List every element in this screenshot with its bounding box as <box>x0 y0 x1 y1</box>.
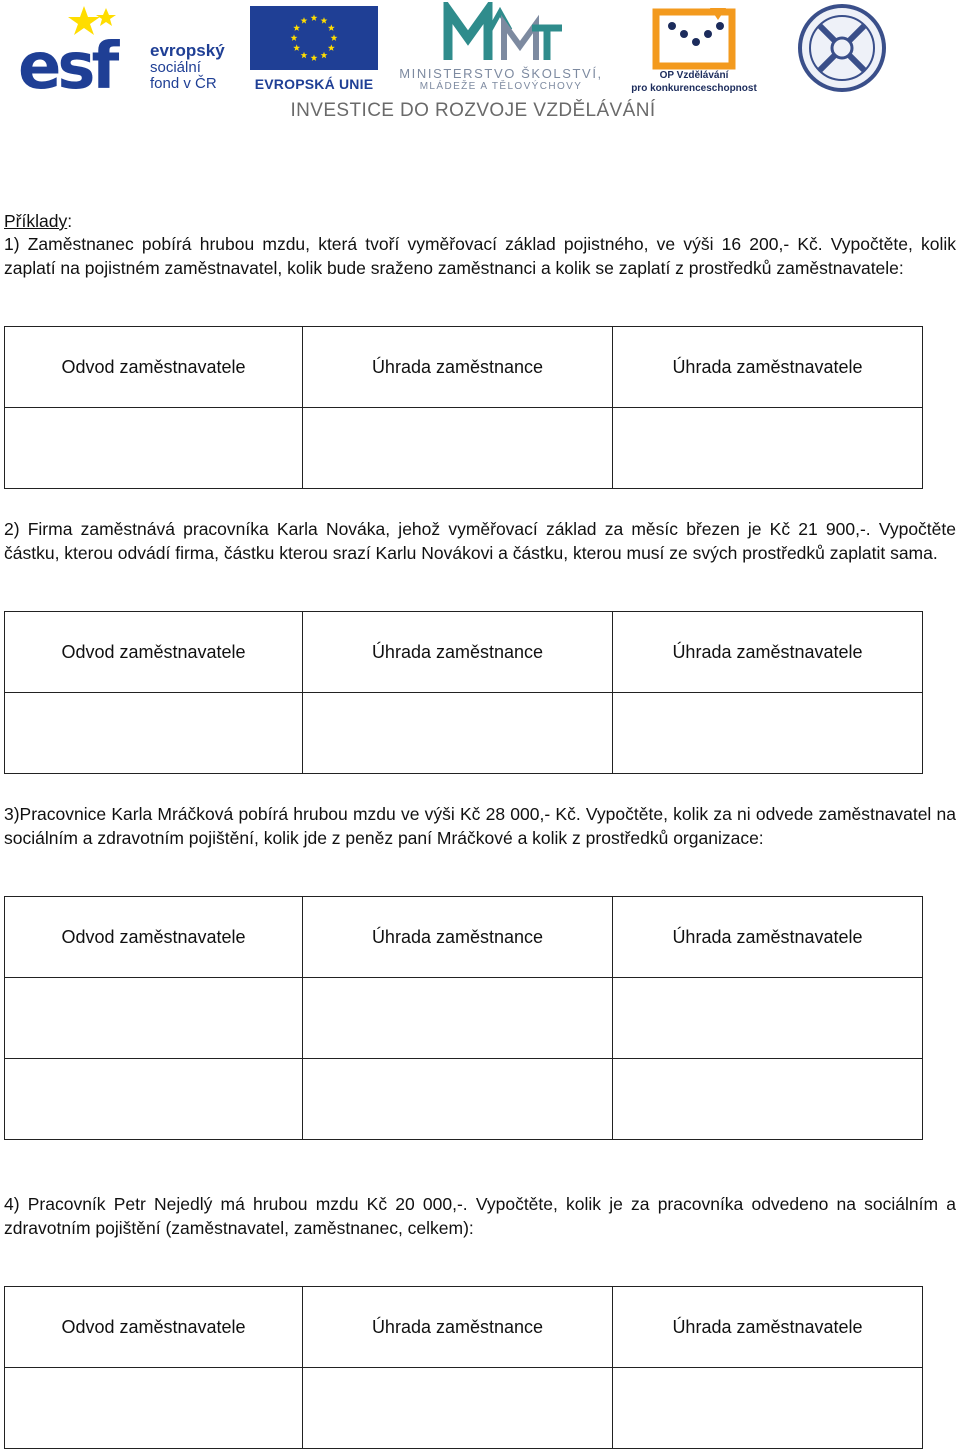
eu-star-icon <box>311 14 318 21</box>
exercise-3-table <box>4 896 923 1140</box>
eu-star-icon <box>301 52 308 59</box>
table-header-row <box>5 897 923 978</box>
answer-cell[interactable] <box>303 693 613 774</box>
logo-header <box>0 0 960 130</box>
msmt-line1: MINISTERSTVO ŠKOLSTVÍ, <box>399 66 603 81</box>
msmt-logo <box>386 2 616 94</box>
answer-cell[interactable] <box>5 1368 303 1449</box>
eu-star-icon <box>293 44 300 51</box>
eu-star-icon <box>301 17 308 24</box>
header-uhrada-zamestnance: Úhrada zaměstnance <box>303 327 613 408</box>
exercise-2-text: 2) Firma zaměstnává pracovníka Karla Nováka, jehož vyměřovací základ za měsíc březen je Kč 21 900,-. Vypočtěte částku, kterou odvádí firma, částku kterou srazí Karlu Novákovi a částku, kterou musí ze svých prostředků zaplatit sama. <box>4 519 956 563</box>
esf-logo <box>14 4 244 94</box>
table-row <box>5 1368 923 1449</box>
heading-label: Příklady <box>4 211 68 231</box>
answer-cell[interactable] <box>303 408 613 489</box>
answer-cell[interactable] <box>5 408 303 489</box>
answer-cell[interactable] <box>303 978 613 1059</box>
answer-cell[interactable] <box>303 1368 613 1449</box>
answer-cell[interactable] <box>613 978 923 1059</box>
answer-cell[interactable] <box>613 408 923 489</box>
header-odvod: Odvod zaměstnavatele <box>5 1287 303 1368</box>
esf-line3: fond v ČR <box>150 75 217 92</box>
exercise-3-text: 3)Pracovnice Karla Mráčková pobírá hrubou mzdu ve výši Kč 28 000,- Kč. Vypočtěte, kolik za ni odvede zaměstnavatel na sociálním a zdravotním pojištění, kolik jde z peněz paní Mráčkové a kolik z prostředků organizace: <box>4 804 956 848</box>
header-odvod: Odvod zaměstnavatele <box>5 897 303 978</box>
msmt-monogram-icon <box>386 2 616 64</box>
eu-star-icon <box>331 34 338 41</box>
answer-cell[interactable] <box>613 1368 923 1449</box>
answer-cell[interactable] <box>613 1059 923 1140</box>
op-line2: pro konkurenceschopnost <box>631 83 757 94</box>
answer-cell[interactable] <box>613 693 923 774</box>
eu-flag-icon <box>250 6 378 70</box>
eu-star-icon <box>293 24 300 31</box>
eu-star-icon <box>321 17 328 24</box>
investment-banner: INVESTICE DO ROZVOJE VZDĚLÁVÁNÍ <box>290 100 656 121</box>
heading-colon: : <box>67 211 73 231</box>
seal-icon <box>786 2 898 94</box>
op-logo <box>620 4 768 94</box>
table-row <box>5 978 923 1059</box>
table-header-row <box>5 612 923 693</box>
answer-cell[interactable] <box>303 1059 613 1140</box>
header-uhrada-zamestnance: Úhrada zaměstnance <box>303 1287 613 1368</box>
exercise-2-table <box>4 611 923 774</box>
header-odvod: Odvod zaměstnavatele <box>5 327 303 408</box>
svg-text:esf: esf <box>18 30 116 94</box>
eu-star-icon <box>321 52 328 59</box>
header-uhrada-zamestnavatele: Úhrada zaměstnavatele <box>613 1287 923 1368</box>
header-uhrada-zamestnavatele: Úhrada zaměstnavatele <box>613 327 923 408</box>
esf-line2: sociální <box>150 59 201 76</box>
exercise-4-table <box>4 1286 923 1449</box>
answer-cell[interactable] <box>5 978 303 1059</box>
exercise-4-text: 4) Pracovník Petr Nejedlý má hrubou mzdu Kč 20 000,-. Vypočtěte, kolik je za pracovníka odvedeno na sociálním a zdravotním pojištění (zaměstnavatel, zaměstnanec, celkem): <box>4 1194 956 1238</box>
msmt-line2: MLÁDEŽE A TĚLOVÝCHOVY <box>419 81 583 92</box>
table-row <box>5 693 923 774</box>
header-uhrada-zamestnavatele: Úhrada zaměstnavatele <box>613 612 923 693</box>
eu-star-icon <box>291 34 298 41</box>
table-header-row <box>5 327 923 408</box>
eu-logo <box>250 6 378 92</box>
eu-star-icon <box>311 54 318 61</box>
answer-cell[interactable] <box>5 693 303 774</box>
eu-star-icon <box>328 44 335 51</box>
school-seal-logo <box>786 2 898 94</box>
exercise-1-text: 1) Zaměstnanec pobírá hrubou mzdu, která tvoří vyměřovací základ pojistného, ve výši 16 200,- Kč. Vypočtěte, kolik zaplatí na pojistném zaměstnavatel, kolik bude sraženo zaměstnanci a kolik se zaplatí z prostředků zaměstnavatele: <box>4 234 956 278</box>
op-emblem-icon <box>620 4 768 70</box>
header-odvod: Odvod zaměstnavatele <box>5 612 303 693</box>
answer-cell[interactable] <box>5 1059 303 1140</box>
table-row <box>5 408 923 489</box>
header-uhrada-zamestnance: Úhrada zaměstnance <box>303 612 613 693</box>
table-row <box>5 1059 923 1140</box>
page-heading <box>4 210 72 234</box>
header-uhrada-zamestnance: Úhrada zaměstnance <box>303 897 613 978</box>
eu-star-icon <box>328 24 335 31</box>
esf-line1: evropský <box>150 41 225 60</box>
eu-logo-text: EVROPSKÁ UNIE <box>254 76 374 92</box>
header-uhrada-zamestnavatele: Úhrada zaměstnavatele <box>613 897 923 978</box>
exercise-1-table <box>4 326 923 489</box>
op-line1: OP Vzdělávání <box>659 70 729 81</box>
table-header-row <box>5 1287 923 1368</box>
